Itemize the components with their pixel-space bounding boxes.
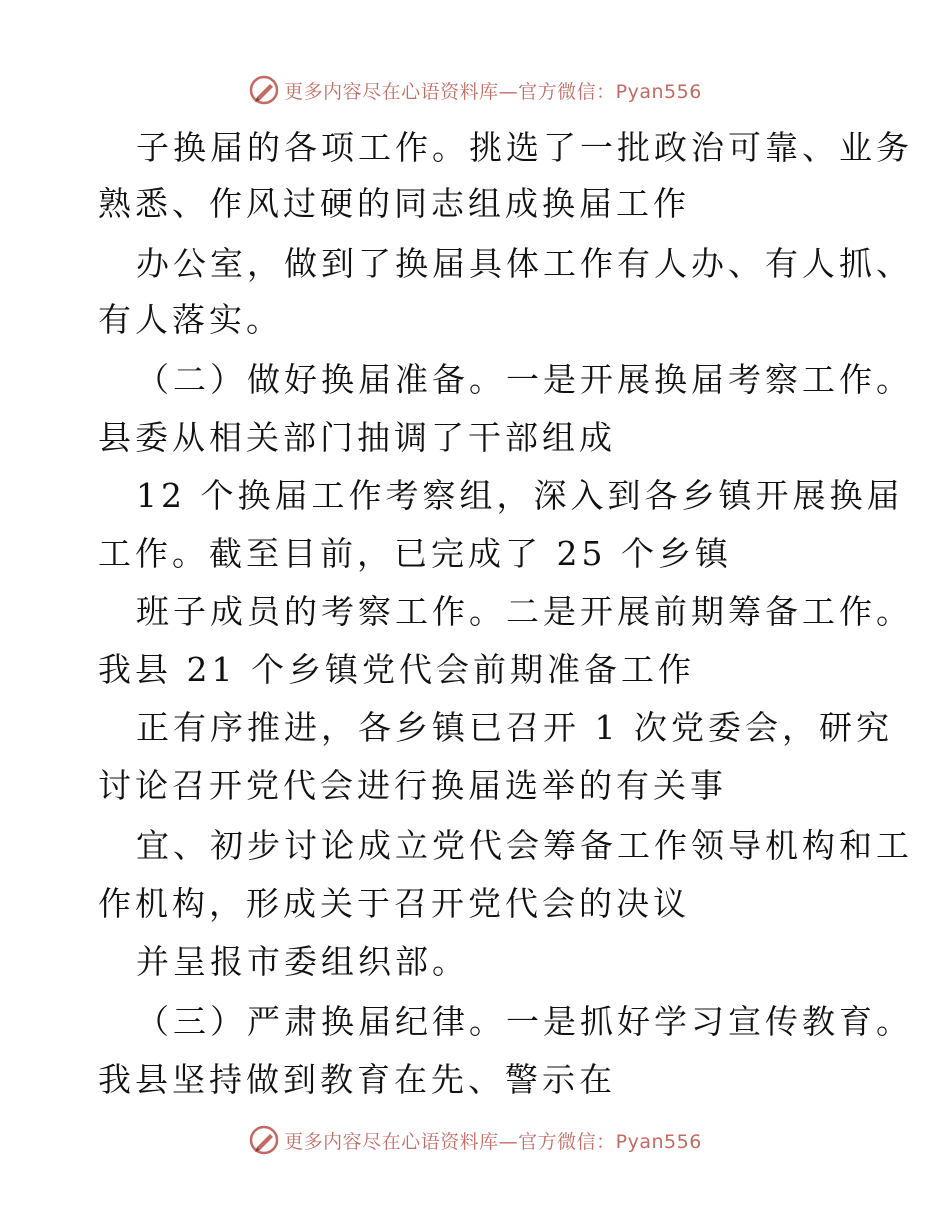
text-line: （三）严肃换届纪律。一是抓好学习宣传教育。 (136, 1002, 913, 1041)
text-line: 宜、初步讨论成立党代会筹备工作领导机构和工 (136, 826, 913, 865)
text-line: 有人落实。 (98, 300, 283, 339)
banner-text: 更多内容尽在心语资料库—官方微信：Pyan556 (284, 1130, 702, 1153)
text-line: 班子成员的考察工作。二是开展前期筹备工作。 (136, 592, 913, 631)
text-line: 县委从相关部门抽调了干部组成 (98, 418, 616, 457)
text-line: 子换届的各项工作。挑选了一批政治可靠、业务 (136, 128, 913, 167)
text-line: 我县坚持做到教育在先、警示在 (98, 1060, 616, 1099)
footer-banner (0, 1120, 950, 1160)
banner-text: 更多内容尽在心语资料库—官方微信：Pyan556 (284, 80, 702, 103)
text-line: 熟悉、作风过硬的同志组成换届工作 (98, 184, 690, 223)
text-line: 讨论召开党代会进行换届选举的有关事 (98, 766, 727, 805)
text-line: 办公室，做到了换届具体工作有人办、有人抓、 (136, 244, 913, 283)
text-line: 正有序推进，各乡镇已召开 1 次党委会，研究 (136, 708, 893, 747)
text-line: 并呈报市委组织部。 (136, 942, 469, 981)
text-line: （二）做好换届准备。一是开展换届考察工作。 (136, 360, 913, 399)
text-line: 我县 21 个乡镇党代会前期准备工作 (98, 650, 695, 689)
text-line: 12 个换届工作考察组，深入到各乡镇开展换届 (136, 476, 904, 515)
text-line: 作机构，形成关于召开党代会的决议 (98, 884, 690, 923)
text-line: 工作。截至目前，已完成了 25 个乡镇 (98, 534, 732, 573)
pen-circle-logo-icon (248, 1124, 280, 1156)
